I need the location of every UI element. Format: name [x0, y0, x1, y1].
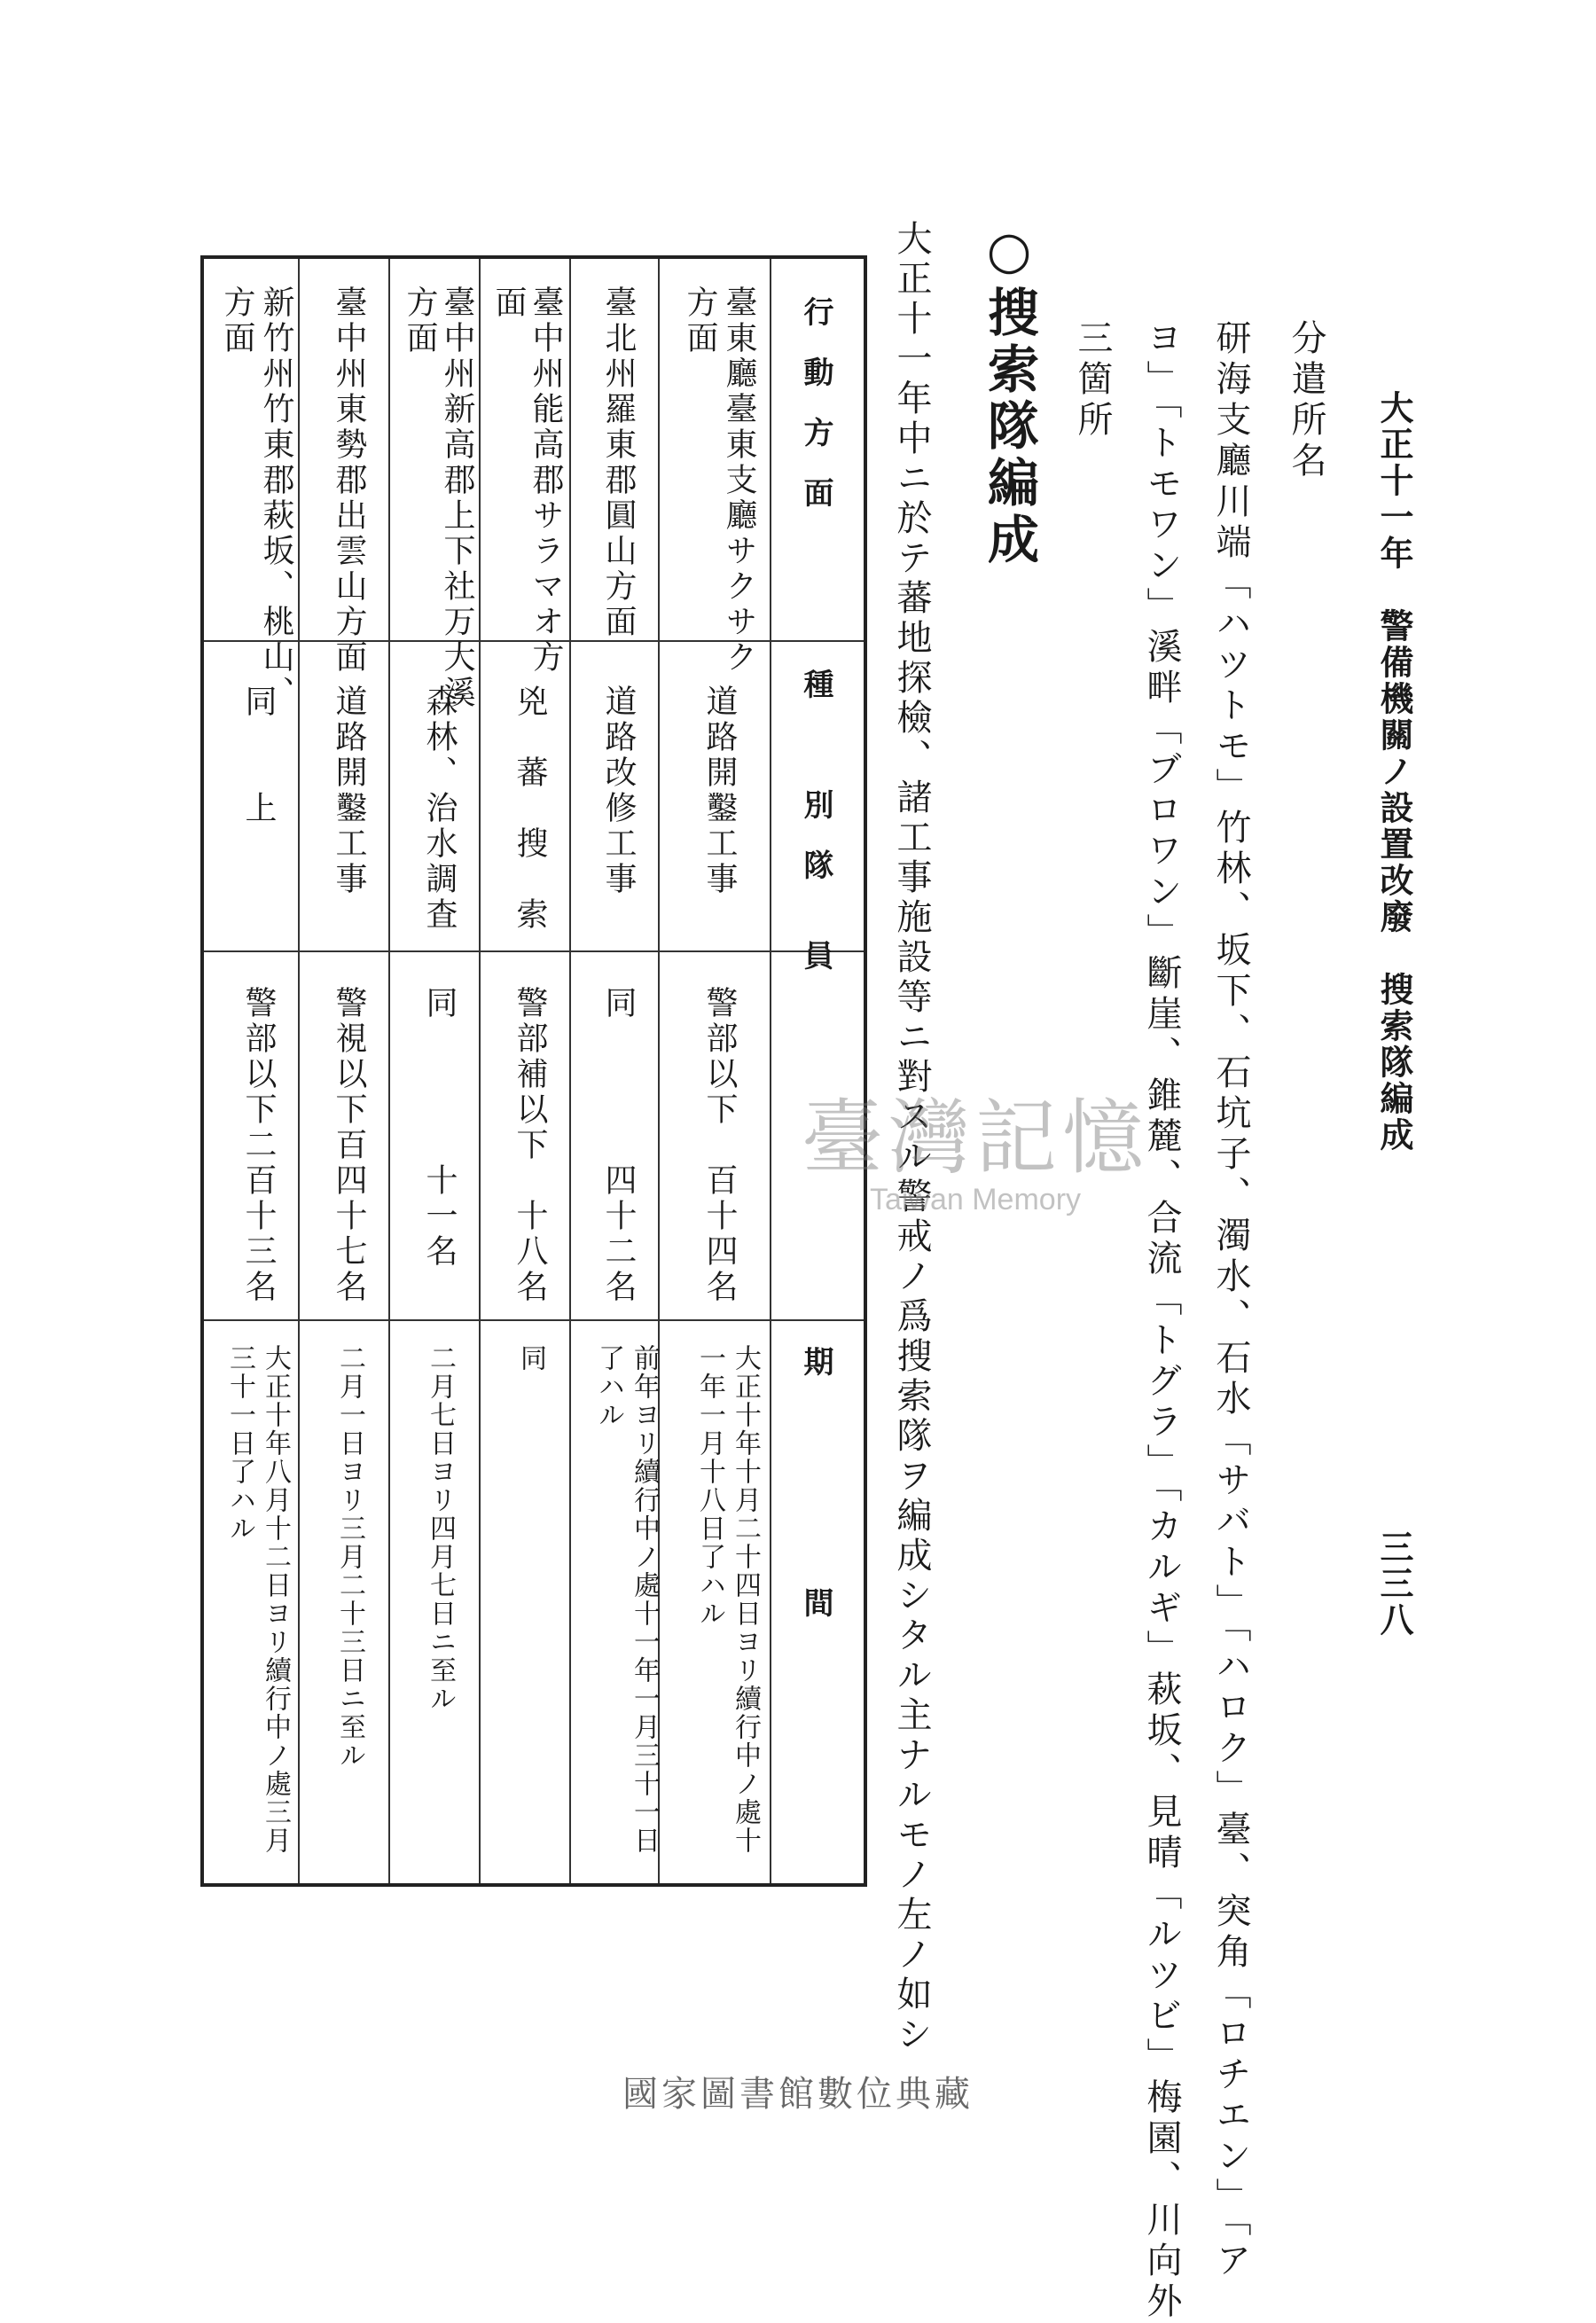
- taiwan-memory-watermark: [789, 1073, 1162, 1217]
- watermark-title: 臺灣記憶: [801, 1091, 1149, 1185]
- page-title: 大正十一年 警備機關ノ設置改廢 搜索隊編成: [1374, 390, 1414, 1154]
- header-area: 行 動 方 面: [798, 296, 833, 507]
- row-members: 警部以下 百十四名: [701, 986, 738, 1305]
- row-period: 二月七日ヨリ四月七日ニ至ル: [425, 1344, 456, 1713]
- row-period-cont: 三十一日了ハル: [224, 1344, 255, 1543]
- row-members: 同 十一名: [421, 986, 458, 1270]
- section-intro: 大正十一年中ニ於テ蕃地探檢、諸工事施設等ニ對スル警戒ノ爲搜索隊ヲ編成シタル主ナルモノ左ノ如シ: [891, 220, 932, 2055]
- row-area: 新竹州竹東郡萩坂、桃山、: [258, 285, 294, 711]
- row-area: 臺東廳臺東支廳サクサク: [721, 285, 757, 676]
- search-party-table: [200, 255, 867, 1887]
- row-members: 警視以下百四十七名: [331, 986, 367, 1305]
- row-period-cont: 了ハル: [593, 1344, 624, 1429]
- row-type: 同 上: [240, 684, 277, 826]
- posts-line-3: 三箇所: [1072, 319, 1113, 442]
- row-area-cont: 方面: [219, 285, 255, 356]
- row-area: 臺中州新高郡上下社万大溪: [439, 285, 475, 711]
- row-area-cont: 方面: [682, 285, 718, 356]
- posts-line-2: ヨ」「トモワン」溪畔「ブロワン」斷崖、錐麓、合流「トグラ」「カルギ」萩坂、見晴「ルツビ」梅園、川向外: [1141, 319, 1182, 2323]
- row-members: 警部以下二百十三名: [240, 986, 277, 1305]
- posts-line-1: 研海支廳川端「ハツトモ」竹林、坂下、石坑子、濁水、石水「サバト」「ハロク」臺、突角「ロチエン」「ア: [1210, 319, 1251, 2282]
- row-area-cont: 面: [490, 285, 527, 321]
- row-period: 大正十年八月十二日ヨリ續行中ノ處三月: [260, 1344, 291, 1855]
- row-period: 二月一日ヨリ三月二十三日ニ至ル: [334, 1344, 365, 1770]
- header-type-unit: 種 別 隊 員: [798, 669, 833, 970]
- row-type: 道路開鑿工事: [331, 684, 367, 897]
- row-period-cont: 一年一月十八日了ハル: [694, 1344, 725, 1628]
- row-period: 前年ヨリ續行中ノ處十一年一月三十一日: [629, 1344, 660, 1855]
- row-type: 道路改修工事: [600, 684, 637, 897]
- row-area: 臺中州東勢郡出雲山方面: [331, 285, 367, 676]
- section-title-search-party: ○搜索隊編成: [979, 220, 1039, 569]
- row-period: 同: [515, 1344, 546, 1373]
- section-heading-posts: 分遣所名: [1286, 319, 1326, 482]
- row-area-cont: 方面: [402, 285, 438, 356]
- row-period: 大正十年十月二十四日ヨリ續行中ノ處十: [730, 1344, 761, 1855]
- footer-credit: 國家圖書館數位典藏: [622, 2074, 974, 2115]
- row-type: 兇 蕃 搜 索: [512, 684, 548, 933]
- header-period: 期 間: [798, 1346, 833, 1617]
- watermark-subtitle: Taiwan Memory: [869, 1183, 1082, 1216]
- row-area: 臺北州羅東郡圓山方面: [600, 285, 637, 640]
- row-type: 道路開鑿工事: [701, 684, 738, 897]
- row-area: 臺中州能高郡サラマオ方: [528, 285, 564, 676]
- row-members: 同 四十二名: [600, 986, 637, 1305]
- page-number: 三三八: [1374, 1529, 1414, 1639]
- row-members: 警部補以下 十八名: [512, 986, 548, 1305]
- row-type: 森林、治水調査: [421, 684, 458, 933]
